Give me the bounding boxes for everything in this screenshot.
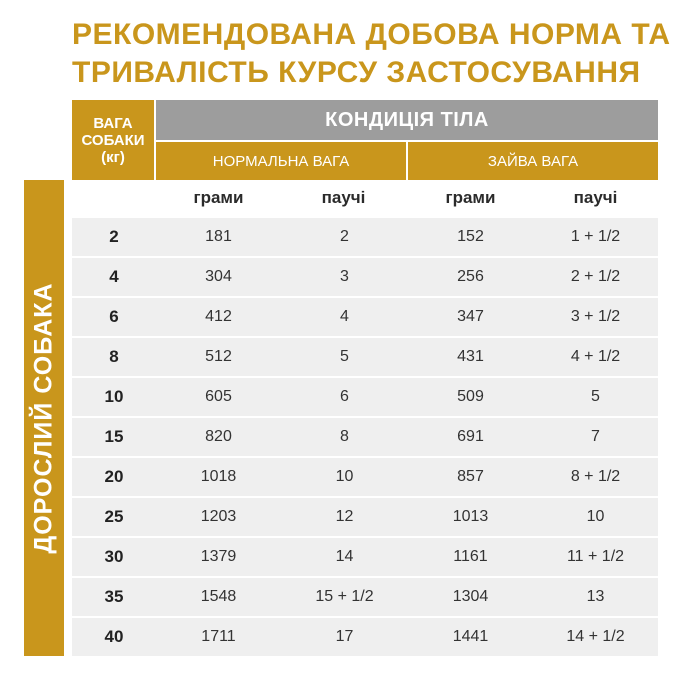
table-row <box>72 378 658 416</box>
cell-normal-grams: 412 <box>205 308 232 325</box>
cell-normal-pouches: 17 <box>335 628 354 645</box>
cell-normal-pouches: 15 + 1/2 <box>315 588 374 605</box>
cell-normal-pouches: 5 <box>340 348 349 365</box>
cell-over-grams: 1304 <box>452 588 489 605</box>
cell-normal-grams: 1379 <box>200 548 237 565</box>
title-line-1: РЕКОМЕНДОВАНА ДОБОВА НОРМА ТА <box>72 18 671 51</box>
weight-header-label: ВАГА СОБАКИ (кг) <box>81 114 145 166</box>
table-row <box>72 538 658 576</box>
cell-weight: 25 <box>104 507 124 526</box>
cell-over-pouches: 7 <box>591 428 600 445</box>
table-row <box>72 258 658 296</box>
cell-normal-grams: 304 <box>205 268 232 285</box>
cell-normal-grams: 820 <box>205 428 232 445</box>
table-row <box>72 338 658 376</box>
cell-over-grams: 1161 <box>453 548 488 565</box>
cell-over-pouches: 4 + 1/2 <box>570 348 621 365</box>
table-row <box>72 498 658 536</box>
page-title <box>72 16 672 92</box>
cell-normal-pouches: 6 <box>340 388 349 405</box>
cell-over-grams: 1441 <box>452 628 489 645</box>
column-header-normal-pouches: паучі <box>281 180 406 216</box>
group-header-over: ЗАЙВА ВАГА <box>408 142 658 180</box>
cell-weight: 4 <box>109 267 119 286</box>
cell-weight: 30 <box>104 547 124 566</box>
cell-normal-pouches: 3 <box>340 268 349 285</box>
cell-over-grams: 431 <box>457 348 484 365</box>
table-body <box>72 218 658 658</box>
weight-column-header <box>72 100 154 180</box>
cell-normal-grams: 1203 <box>200 508 237 525</box>
cell-weight: 35 <box>104 587 124 606</box>
cell-normal-pouches: 8 <box>340 428 349 445</box>
cell-weight: 8 <box>109 347 119 366</box>
cell-over-pouches: 3 + 1/2 <box>570 308 621 325</box>
side-label-bar <box>24 180 64 656</box>
cell-over-grams: 1013 <box>452 508 489 525</box>
cell-normal-grams: 512 <box>205 348 232 365</box>
cell-weight: 40 <box>104 627 124 646</box>
table-row <box>72 218 658 256</box>
side-label: ДОРОСЛИЙ СОБАКА <box>29 282 58 554</box>
cell-over-grams: 509 <box>457 388 484 405</box>
cell-over-pouches: 2 + 1/2 <box>570 268 621 285</box>
table-row <box>72 578 658 616</box>
column-header-over-grams: грами <box>408 180 533 216</box>
cell-normal-grams: 605 <box>205 388 232 405</box>
table-row <box>72 458 658 496</box>
cell-over-grams: 691 <box>457 428 484 445</box>
table-row <box>72 418 658 456</box>
cell-over-pouches: 8 + 1/2 <box>570 468 621 485</box>
cell-over-grams: 347 <box>457 308 484 325</box>
cell-weight: 6 <box>109 307 119 326</box>
cell-weight: 15 <box>104 427 124 446</box>
cell-over-pouches: 5 <box>591 388 600 405</box>
cell-normal-grams: 181 <box>205 228 232 245</box>
cell-over-pouches: 1 + 1/2 <box>570 228 621 245</box>
condition-header: КОНДИЦІЯ ТІЛА <box>156 100 658 140</box>
cell-normal-pouches: 12 <box>335 508 354 525</box>
cell-normal-grams: 1018 <box>200 468 237 485</box>
cell-over-pouches: 14 + 1/2 <box>566 628 625 645</box>
cell-over-pouches: 13 <box>586 588 605 605</box>
cell-normal-pouches: 2 <box>340 228 349 245</box>
cell-weight: 10 <box>104 387 124 406</box>
group-header-normal: НОРМАЛЬНА ВАГА <box>156 142 406 180</box>
table-row <box>72 298 658 336</box>
column-header-normal-grams: грами <box>156 180 281 216</box>
cell-over-grams: 256 <box>457 268 484 285</box>
column-header-over-pouches: паучі <box>533 180 658 216</box>
cell-normal-pouches: 14 <box>335 548 354 565</box>
cell-weight: 2 <box>109 227 119 246</box>
cell-over-pouches: 11 + 1/2 <box>566 548 625 565</box>
cell-weight: 20 <box>104 467 124 486</box>
cell-over-grams: 152 <box>457 228 484 245</box>
cell-over-grams: 857 <box>457 468 484 485</box>
cell-normal-grams: 1548 <box>200 588 237 605</box>
title-line-2: ТРИВАЛІСТЬ КУРСУ ЗАСТОСУВАННЯ <box>72 56 641 89</box>
table-row <box>72 618 658 656</box>
cell-normal-grams: 1711 <box>201 628 236 645</box>
cell-normal-pouches: 10 <box>335 468 354 485</box>
cell-over-pouches: 10 <box>586 508 605 525</box>
cell-normal-pouches: 4 <box>340 308 349 325</box>
